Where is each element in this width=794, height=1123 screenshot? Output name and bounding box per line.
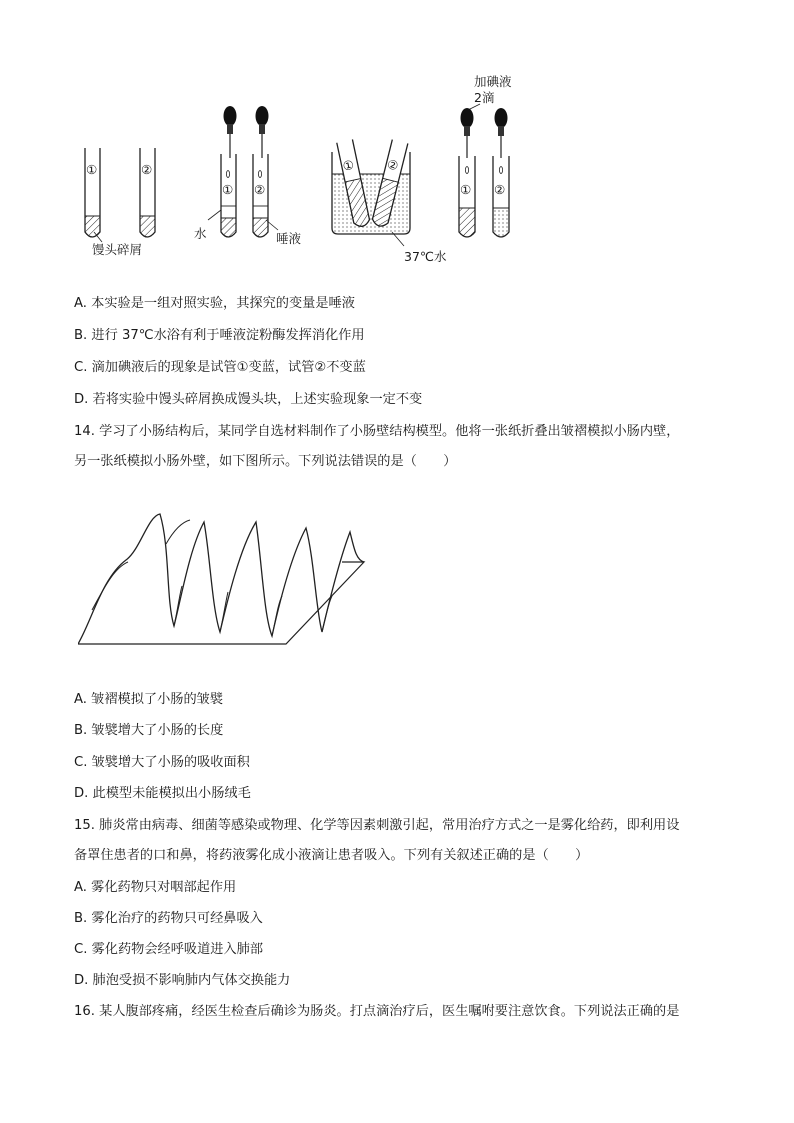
q13-option-d: D. 若将实验中馒头碎屑换成馒头块，上述实验现象一定不变 (74, 392, 423, 407)
q13-option-b: B. 进行 37℃水浴有利于唾液淀粉酶发挥消化作用 (74, 328, 365, 343)
q15-option-c: C. 雾化药物会经呼吸道进入肺部 (74, 942, 264, 957)
outer-wall-sheet (78, 562, 364, 644)
q15-stem-line1: 15. 肺炎常由病毒、细菌等感染或物理、化学等因素刺激引起，常用治疗方式之一是雾化给药，即利用设 (74, 818, 680, 833)
q15-option-b: B. 雾化治疗的药物只可经鼻吸入 (74, 911, 263, 926)
dropper-bulb-icon (224, 106, 237, 126)
bread-crumbs (140, 216, 155, 237)
iodine-drops-label: 2滴 (474, 90, 495, 105)
q14-stem-line1: 14. 学习了小肠结构后，某同学自选材料制作了小肠壁结构模型。他将一张纸折叠出皱褶模拟小肠内壁， (74, 424, 680, 439)
dropper-bulb-icon (461, 108, 474, 128)
dropper-bulb-icon (495, 108, 508, 128)
q13-option-c: C. 滴加碘液后的现象是试管①变蓝，试管②不变蓝 (74, 360, 366, 375)
tube-2-label: ② (385, 156, 401, 174)
bread-crumbs (85, 216, 100, 237)
iodine-label: 加碘液 (474, 74, 512, 89)
q14-option-d: D. 此模型未能模拟出小肠绒毛 (74, 786, 251, 801)
step3-water-bath (332, 139, 447, 264)
tube-1-label: ① (460, 182, 472, 197)
intestine-wall-model-figure (78, 508, 368, 650)
tube-2-label: ② (254, 182, 266, 197)
q15-stem-line2: 备罩住患者的口和鼻，将药液雾化成小液滴让患者吸入。下列有关叙述正确的是（ ） (74, 848, 589, 863)
step1-tubes (85, 148, 155, 257)
step2-tubes (194, 106, 302, 246)
q14-stem-line2: 另一张纸模拟小肠外壁，如下图所示。下列说法错误的是（ ） (74, 454, 457, 469)
q13-option-a: A. 本实验是一组对照实验，其探究的变量是唾液 (74, 296, 355, 311)
step4-iodine (459, 74, 512, 237)
tube-1-label: ① (86, 162, 98, 177)
q14-option-b: B. 皱襞增大了小肠的长度 (74, 723, 224, 738)
q16-stem-line1: 16. 某人腹部疼痛，经医生检查后确诊为肠炎。打点滴治疗后，医生嘱咐要注意饮食。下列说法正确的是 (74, 1004, 680, 1019)
tube-2-label: ② (494, 182, 506, 197)
water-bath-label: 37℃水 (404, 249, 447, 264)
water-label: 水 (194, 226, 207, 241)
q14-option-c: C. 皱襞增大了小肠的吸收面积 (74, 755, 250, 770)
experiment-figure (70, 70, 540, 270)
q14-option-a: A. 皱褶模拟了小肠的皱襞 (74, 692, 224, 707)
tube-1-label: ① (222, 182, 234, 197)
folded-inner-wall (78, 514, 364, 644)
q15-option-d: D. 肺泡受损不影响肺内气体交换能力 (74, 973, 291, 988)
saliva-label: 唾液 (276, 231, 302, 246)
tube-2-label: ② (141, 162, 153, 177)
q15-option-a: A. 雾化药物只对咽部起作用 (74, 880, 237, 895)
dropper-bulb-icon (256, 106, 269, 126)
tube-1-label: ① (341, 156, 356, 174)
bread-crumbs-label: 馒头碎屑 (92, 242, 143, 257)
